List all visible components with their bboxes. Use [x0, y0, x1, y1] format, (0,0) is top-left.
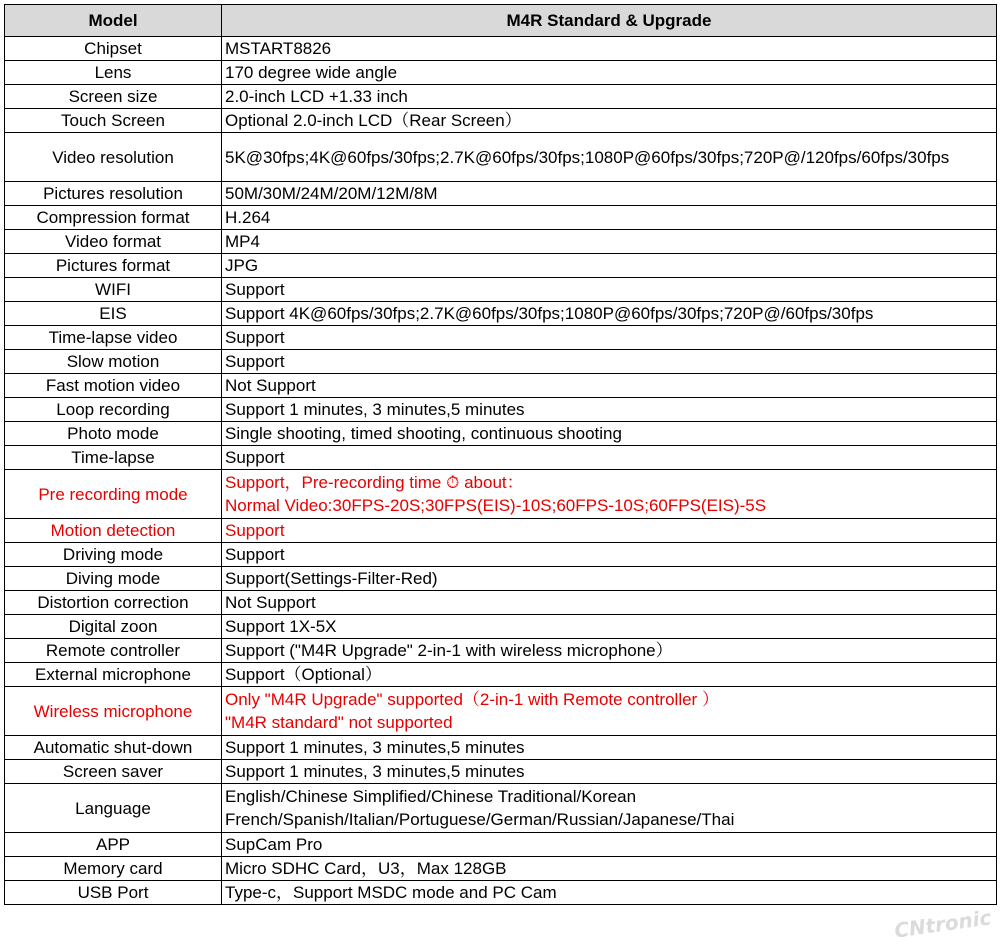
spec-value: Support [222, 543, 997, 567]
spec-value: Support [222, 326, 997, 350]
table-row [5, 326, 997, 350]
spec-label: APP [5, 833, 222, 857]
spec-label: Memory card [5, 857, 222, 881]
spec-value: Support [222, 278, 997, 302]
spec-label: Video resolution [5, 133, 222, 182]
spec-label: Screen size [5, 85, 222, 109]
table-row [5, 567, 997, 591]
spec-value: Support 1 minutes, 3 minutes,5 minutes [222, 736, 997, 760]
table-row [5, 278, 997, 302]
table-row [5, 133, 997, 182]
spec-label: Compression format [5, 206, 222, 230]
spec-value: Support(Settings-Filter-Red) [222, 567, 997, 591]
spec-value: Support 1 minutes, 3 minutes,5 minutes [222, 398, 997, 422]
table-row [5, 61, 997, 85]
spec-label: Lens [5, 61, 222, 85]
spec-label: Time-lapse [5, 446, 222, 470]
spec-label: Screen saver [5, 760, 222, 784]
spec-label: Wireless microphone [5, 687, 222, 736]
spec-value: Single shooting, timed shooting, continuous shooting [222, 422, 997, 446]
spec-value: Optional 2.0-inch LCD（Rear Screen） [222, 109, 997, 133]
spec-label: Automatic shut-down [5, 736, 222, 760]
spec-value: Support [222, 446, 997, 470]
table-row [5, 230, 997, 254]
spec-label: Time-lapse video [5, 326, 222, 350]
table-row [5, 254, 997, 278]
spec-label: Pictures format [5, 254, 222, 278]
table-row [5, 206, 997, 230]
spec-label: Fast motion video [5, 374, 222, 398]
spec-value: Support（Optional） [222, 663, 997, 687]
spec-table [4, 4, 997, 905]
spec-value: Support 1 minutes, 3 minutes,5 minutes [222, 760, 997, 784]
spec-value: Support 4K@60fps/30fps;2.7K@60fps/30fps;1080P@60fps/30fps;720P@/60fps/30fps [222, 302, 997, 326]
table-row [5, 182, 997, 206]
spec-value: English/Chinese Simplified/Chinese Traditional/Korean French/Spanish/Italian/Portuguese/German/Russian/Japanese/Thai [222, 784, 997, 833]
spec-label: Photo mode [5, 422, 222, 446]
table-row [5, 833, 997, 857]
spec-value: 170 degree wide angle [222, 61, 997, 85]
spec-value: MP4 [222, 230, 997, 254]
header-row [5, 5, 997, 37]
table-row [5, 350, 997, 374]
spec-label: Digital zoon [5, 615, 222, 639]
spec-value: SupCam Pro [222, 833, 997, 857]
watermark-logo: CNtronic [893, 905, 994, 943]
table-row [5, 687, 997, 736]
table-row [5, 639, 997, 663]
spec-value: Support 1X-5X [222, 615, 997, 639]
spec-value: MSTART8826 [222, 37, 997, 61]
spec-label: WIFI [5, 278, 222, 302]
spec-label: Slow motion [5, 350, 222, 374]
spec-label: Pre recording mode [5, 470, 222, 519]
table-row [5, 736, 997, 760]
spec-value: 50M/30M/24M/20M/12M/8M [222, 182, 997, 206]
spec-label: Chipset [5, 37, 222, 61]
spec-label: Pictures resolution [5, 182, 222, 206]
table-row [5, 37, 997, 61]
table-row [5, 760, 997, 784]
table-row [5, 663, 997, 687]
spec-label: Driving mode [5, 543, 222, 567]
table-row [5, 784, 997, 833]
spec-label: Motion detection [5, 519, 222, 543]
table-row [5, 857, 997, 881]
spec-label: External microphone [5, 663, 222, 687]
table-row [5, 591, 997, 615]
spec-label: Touch Screen [5, 109, 222, 133]
spec-value: Support [222, 519, 997, 543]
header-model: Model [5, 5, 222, 37]
spec-value: 5K@30fps;4K@60fps/30fps;2.7K@60fps/30fps;1080P@60fps/30fps;720P@/120fps/60fps/30fps [222, 133, 997, 182]
spec-label: Distortion correction [5, 591, 222, 615]
table-row [5, 109, 997, 133]
table-row [5, 374, 997, 398]
spec-body [5, 37, 997, 905]
table-row [5, 543, 997, 567]
table-row [5, 615, 997, 639]
spec-label: Diving mode [5, 567, 222, 591]
table-row [5, 302, 997, 326]
spec-value: Not Support [222, 591, 997, 615]
spec-value: Micro SDHC Card，U3，Max 128GB [222, 857, 997, 881]
table-row [5, 398, 997, 422]
spec-label: EIS [5, 302, 222, 326]
spec-value: Only "M4R Upgrade" supported（2-in-1 with Remote controller ） "M4R standard" not supported [222, 687, 997, 736]
spec-value: Not Support [222, 374, 997, 398]
spec-label: Language [5, 784, 222, 833]
spec-label: USB Port [5, 881, 222, 905]
spec-value: 2.0-inch LCD +1.33 inch [222, 85, 997, 109]
spec-value: JPG [222, 254, 997, 278]
spec-value: Type-c，Support MSDC mode and PC Cam [222, 881, 997, 905]
table-row [5, 446, 997, 470]
header-product: M4R Standard & Upgrade [222, 5, 997, 37]
spec-value: H.264 [222, 206, 997, 230]
table-row [5, 881, 997, 905]
spec-label: Remote controller [5, 639, 222, 663]
spec-label: Video format [5, 230, 222, 254]
spec-value: Support [222, 350, 997, 374]
spec-value: Support，Pre-recording time ⏱ about： Normal Video:30FPS-20S;30FPS(EIS)-10S;60FPS-10S;60FPS(EIS)-5S [222, 470, 997, 519]
table-row [5, 422, 997, 446]
spec-label: Loop recording [5, 398, 222, 422]
table-row [5, 519, 997, 543]
spec-value: Support ("M4R Upgrade" 2-in-1 with wireless microphone） [222, 639, 997, 663]
table-row [5, 85, 997, 109]
table-row [5, 470, 997, 519]
